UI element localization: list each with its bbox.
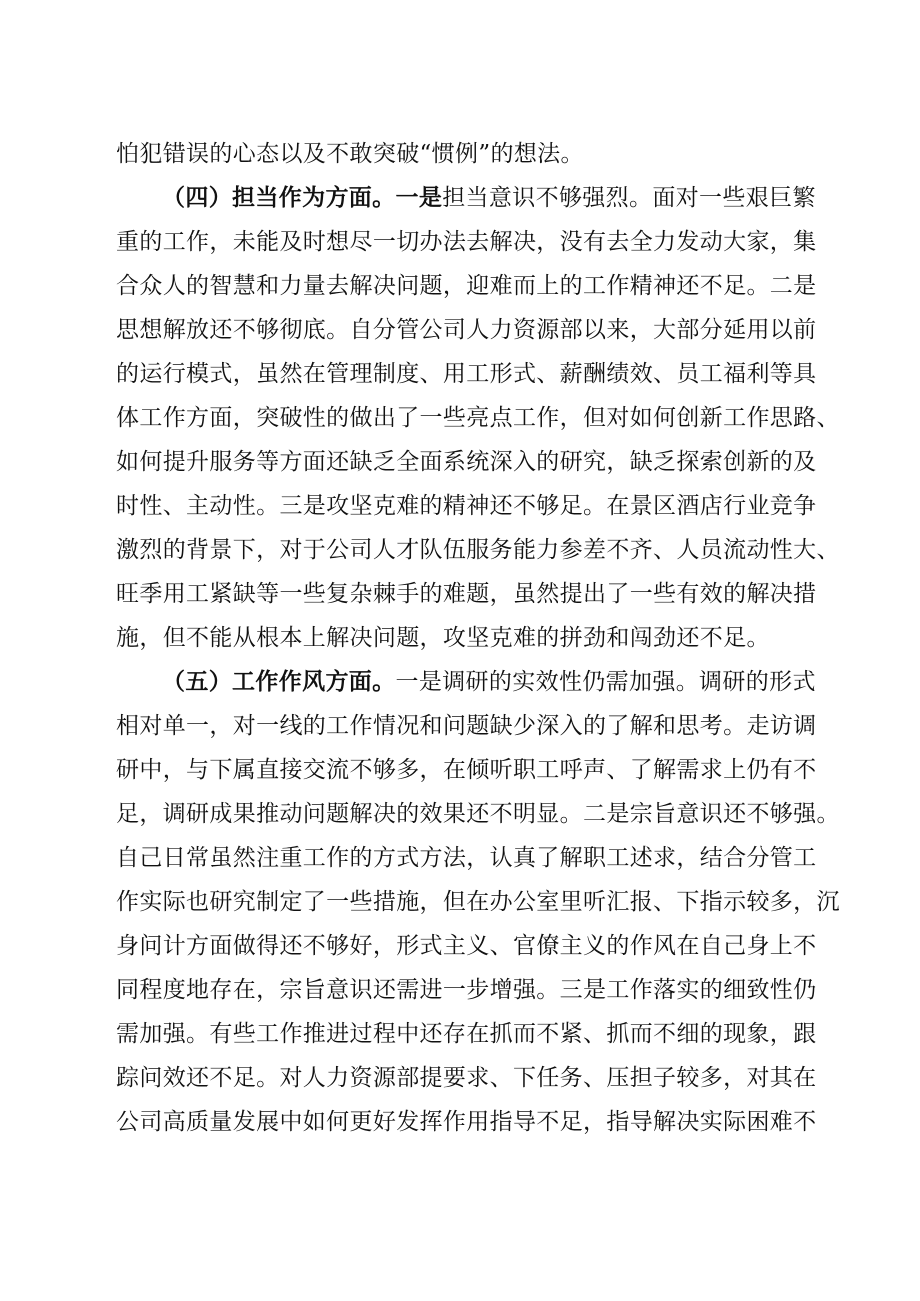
text-line: 自己日常虽然注重工作的方式方法，认真了解职工述求，结合分管工 bbox=[116, 845, 817, 871]
text-line: 研中，与下属直接交流不够多，在倾听职工呼声、了解需求上仍有不 bbox=[116, 757, 817, 783]
text-line: 体工作方面，突破性的做出了一些亮点工作，但对如何创新工作思路、 bbox=[116, 405, 840, 431]
section-five-first-line bbox=[162, 662, 816, 702]
text-line: 相对单一，对一线的工作情况和问题缺少深入的了解和思考。走访调 bbox=[116, 713, 817, 739]
text-line: 身问计方面做得还不够好，形式主义、官僚主义的作风在自己身上不 bbox=[116, 933, 817, 959]
text-line: 重的工作，未能及时想尽一切办法去解决，没有去全力发动大家，集 bbox=[116, 229, 817, 255]
text-line: 需加强。有些工作推进过程中还存在抓而不紧、抓而不细的现象，跟 bbox=[116, 1021, 817, 1047]
text-line: 时性、主动性。三是攻坚克难的精神还不够足。在景区酒店行业竞争 bbox=[116, 493, 817, 519]
text-line: 足，调研成果推动问题解决的效果还不明显。二是宗旨意识还不够强。 bbox=[116, 801, 840, 827]
text-line: 激烈的背景下，对于公司人才队伍服务能力参差不齐、人员流动性大、 bbox=[116, 537, 840, 563]
text-line: 的运行模式，虽然在管理制度、用工形式、薪酬绩效、员工福利等具 bbox=[116, 361, 817, 387]
section-four-lead: 一是 bbox=[395, 185, 443, 211]
text-line: 如何提升服务等方面还缺乏全面系统深入的研究，缺乏探索创新的及 bbox=[116, 449, 817, 475]
section-four-text: 担当意识不够强烈。面对一些艰巨繁 bbox=[442, 185, 816, 211]
text-line: 怕犯错误的心态以及不敢突破“惯例”的想法。 bbox=[116, 141, 584, 167]
text-line: 公司高质量发展中如何更好发挥作用指导不足，指导解决实际困难不 bbox=[116, 1109, 817, 1135]
section-four-first-line bbox=[162, 178, 816, 218]
text-line: 施，但不能从根本上解决问题，攻坚克难的拼劲和闯劲还不足。 bbox=[116, 625, 770, 651]
text-line: 旺季用工紧缺等一些复杂棘手的难题，虽然提出了一些有效的解决措 bbox=[116, 581, 817, 607]
text-line: 作实际也研究制定了一些措施，但在办公室里听汇报、下指示较多，沉 bbox=[116, 889, 840, 915]
text-line: 思想解放还不够彻底。自分管公司人力资源部以来，大部分延用以前 bbox=[116, 317, 817, 343]
section-five-heading: （五）工作作风方面。 bbox=[162, 669, 396, 695]
text-line: 合众人的智慧和力量去解决问题，迎难而上的工作精神还不足。二是 bbox=[116, 273, 817, 299]
text-line: 踪问效还不足。对人力资源部提要求、下任务、压担子较多，对其在 bbox=[116, 1065, 817, 1091]
section-four-heading: （四）担当作为方面。 bbox=[162, 185, 396, 211]
section-five-text: 一是调研的实效性仍需加强。调研的形式 bbox=[395, 669, 816, 695]
text-line: 同程度地存在，宗旨意识还需进一步增强。三是工作落实的细致性仍 bbox=[116, 977, 817, 1003]
